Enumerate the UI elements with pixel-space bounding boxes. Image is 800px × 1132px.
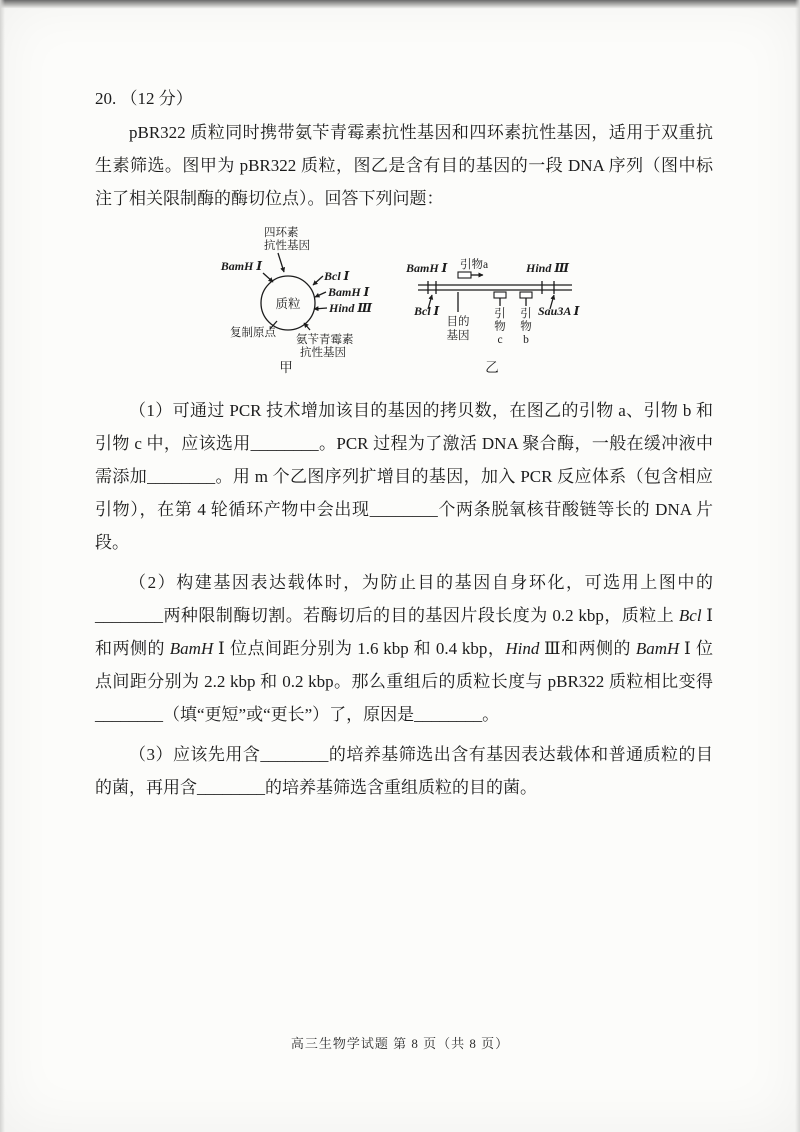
scan-edge-left bbox=[0, 0, 5, 1132]
tetracycline-gene-label-line2: 抗性基因 bbox=[264, 240, 310, 252]
bcl1-arrow bbox=[313, 276, 323, 285]
ampicillin-gene-label-line2: 抗性基因 bbox=[300, 347, 346, 359]
bamh1-left-label: BamH Ⅰ bbox=[220, 259, 262, 273]
figure-caption-jia: 甲 bbox=[279, 360, 293, 375]
primer-c-label-char2: 物 bbox=[494, 321, 506, 333]
diagram-figure bbox=[220, 222, 713, 387]
hind3-arrow bbox=[314, 308, 327, 309]
plasmid-diagram bbox=[220, 225, 372, 375]
plasmid-label: 质粒 bbox=[275, 297, 301, 311]
sau3a1-label: Sau3A Ⅰ bbox=[538, 304, 580, 318]
ampicillin-gene-label-line1: 氨苄青霉素 bbox=[296, 334, 354, 346]
plasmid-and-dna-diagram bbox=[220, 222, 640, 376]
tetracycline-arrow bbox=[278, 253, 284, 272]
page-footer: 高三生物学试题 第 8 页（共 8 页） bbox=[290, 1036, 510, 1051]
tetracycline-gene-label-line1: 四环素 bbox=[264, 227, 299, 239]
scan-edge-top bbox=[0, 0, 800, 9]
question-1: （1）可通过 PCR 技术增加该目的基因的拷贝数，在图乙的引物 a、引物 b 和引物 c 中，应该选用________。PCR 过程为了激活 DNA 聚合酶，一般在缓冲液中需添加________。用 m 个乙图序列扩增目的基因，加入 PCR 反应体系（包含相应引物），在第 4 轮循环产物中会出现________个两条脱氧核苷酸链等长的 DNA 片段。 bbox=[95, 401, 713, 552]
question-number: 20. （12 分） bbox=[95, 89, 193, 108]
question-2: （2）构建基因表达载体时，为防止目的基因自身环化，可选用上图中的________两种限制酶切割。若酶切后的目的基因片段长度为 0.2 kbp，质粒上 Bcl Ⅰ 和两侧的 BamH Ⅰ 位点间距分别为 1.6 kbp 和 0.4 kbp，Hind Ⅲ和两侧的 BamH Ⅰ 位点间距分别为 2.2 kbp 和 0.2 kbp。那么重组后的质粒长度与 pBR322 质粒相比变得________（填“更短”或“更长”）了，原因是________。 bbox=[95, 573, 714, 724]
primer-b-label-char2: 物 bbox=[520, 321, 532, 333]
primer-c-label-char3: c bbox=[497, 334, 503, 346]
question-block bbox=[95, 82, 713, 804]
target-gene-label-line2: 基因 bbox=[446, 330, 470, 342]
dna-sequence-diagram bbox=[405, 257, 580, 375]
bamh1-right-arrow bbox=[315, 292, 326, 297]
figure-caption-yi: 乙 bbox=[485, 360, 499, 375]
bcl1-bottom-label: Bcl Ⅰ bbox=[414, 304, 440, 318]
bamh1-top-label: BamH Ⅰ bbox=[406, 261, 448, 275]
question-3: （3）应该先用含________的培养基筛选出含有基因表达载体和普通质粒的目的菌，再用含________的培养基筛选含重组质粒的目的菌。 bbox=[95, 745, 713, 797]
primer-b-label-char3: b bbox=[523, 334, 529, 346]
target-gene-label-line1: 目的 bbox=[446, 316, 470, 328]
hind3-label: Hind Ⅲ bbox=[329, 301, 372, 315]
primer-b-box bbox=[520, 292, 532, 298]
origin-label: 复制原点 bbox=[230, 327, 276, 339]
primer-c-box bbox=[494, 292, 506, 298]
ampicillin-arrow bbox=[304, 323, 310, 330]
bamh1-right-label: BamH Ⅰ bbox=[328, 285, 370, 299]
primer-a-label: 引物a bbox=[460, 259, 489, 271]
hind3-top-label: Hind Ⅲ bbox=[526, 261, 569, 275]
primer-a-box bbox=[458, 272, 471, 278]
bamh1-left-arrow bbox=[263, 273, 273, 282]
bcl1-label: Bcl Ⅰ bbox=[324, 269, 350, 283]
primer-b-label-char1: 引 bbox=[520, 308, 532, 320]
intro-paragraph: pBR322 质粒同时携带氨苄青霉素抗性基因和四环素抗性基因，适用于双重抗生素筛选。图甲为 pBR322 质粒，图乙是含有目的基因的一段 DNA 序列（图中标注了相关限制酶的酶切位点）。回答下列问题： bbox=[95, 123, 713, 208]
primer-c-label-char1: 引 bbox=[494, 308, 506, 320]
scan-edge-right bbox=[795, 0, 800, 1132]
